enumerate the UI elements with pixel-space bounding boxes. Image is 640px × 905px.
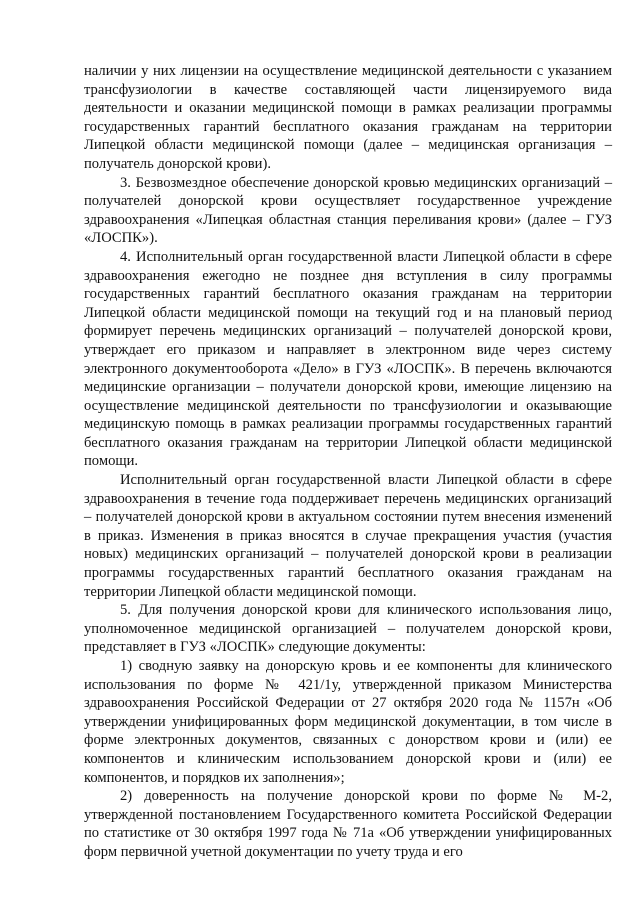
paragraph-subitem-1: 1) сводную заявку на донорскую кровь и ее компоненты для клинического использования по форме № 421/1у, утвержденной приказом Министерства здравоохранения Российской Федерации от 27 октября 2020 года № 1157н «Об утверждении унифицированных форм медицинской документации, в том числе в форме электронных документов, связанных с донорством крови и (или) ее компонентов и клиническим использованием донорской крови и (или) ее компонентов, и порядков их заполнения»; <box>84 658 612 786</box>
paragraph-item-3: 3. Безвозмездное обеспечение донорской кровью медицинских организаций – получателей донорской крови осуществляет государственное учреждение здравоохранения «Липецкая областная станция переливания крови» (далее – ГУЗ «ЛОСПК»). <box>84 174 612 247</box>
paragraph-item-5: 5. Для получения донорской крови для клинического использования лицо, уполномоченное медицинской организацией – получателем донорской крови, представляет в ГУЗ «ЛОСПК» следующие документы: <box>84 602 612 656</box>
document-page <box>84 62 612 862</box>
paragraph-item-4: 4. Исполнительный орган государственной власти Липецкой области в сфере здравоохранения ежегодно не позднее дня вступления в силу программы государственных гарантий бесплатного оказания гражданам на территории Липецкой области медицинской помощи на текущий год и на плановый период формирует перечень медицинских организаций – получателей донорской крови, утверждает его приказом и направляет в электронном виде через систему электронного документооборота «Дело» в ГУЗ «ЛОСПК». В перечень включаются медицинские организации – получатели донорской крови, имеющие лицензию на осуществление медицинской деятельности по трансфузиологии и оказывающие медицинскую помощь в рамках реализации программы государственных гарантий бесплатного оказания гражданам на территории Липецкой области медицинской помощи. <box>84 248 612 470</box>
paragraph-continuation: наличии у них лицензии на осуществление медицинской деятельности с указанием трансфузиологии в качестве составляющей части лицензируемого вида деятельности и оказании медицинской помощи в рамках реализации программы государственных гарантий бесплатного оказания гражданам на территории Липецкой области медицинской помощи (далее – медицинская организация – получатель донорской крови). <box>84 63 612 172</box>
paragraph-subitem-2: 2) доверенность на получение донорской крови по форме № М-2, утвержденной постановлением Государственного комитета Российской Федерации по статистике от 30 октября 1997 года № 71а «Об утверждении унифицированных форм первичной учетной документации по учету труда и его <box>84 788 612 860</box>
paragraph-item-4-continued: Исполнительный орган государственной власти Липецкой области в сфере здравоохранения в течение года поддерживает перечень медицинских организаций – получателей донорской крови в актуальном состоянии путем внесения изменений в приказ. Изменения в приказ вносятся в случае прекращения участия (участия новых) медицинских организаций – получателей донорской крови в реализации программы государственных гарантий бесплатного оказания гражданам на территории Липецкой области медицинской помощи. <box>84 472 612 600</box>
